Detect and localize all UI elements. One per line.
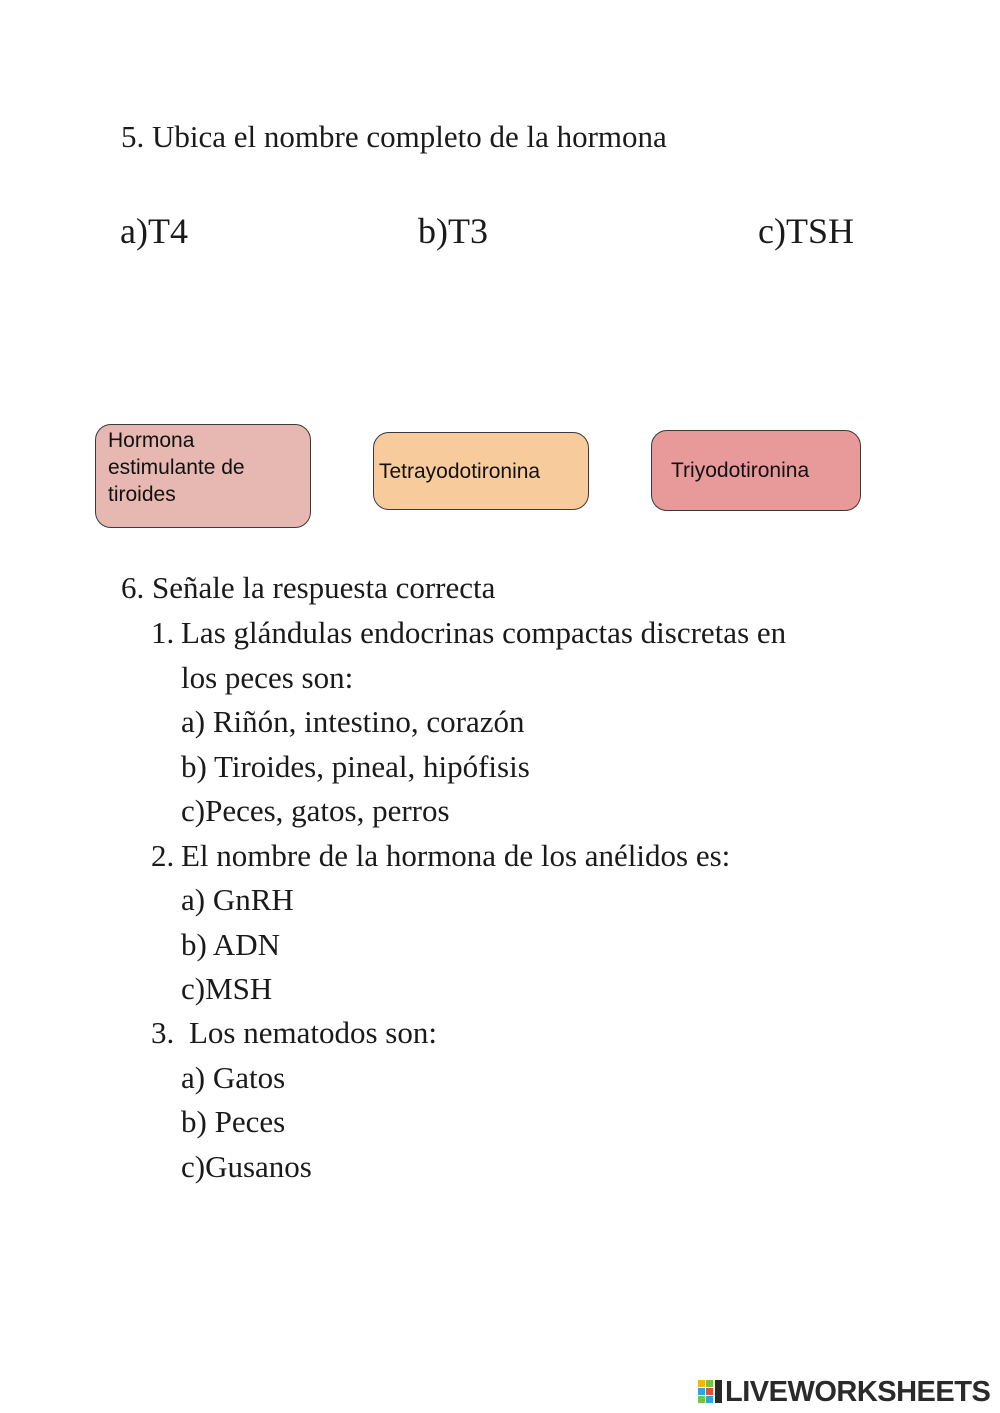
item-1-answer-a[interactable]: a) Riñón, intestino, corazón bbox=[181, 704, 525, 739]
brand-name: LIVEWORKSHEETS bbox=[725, 1375, 991, 1408]
item-2-answer-b[interactable]: b) ADN bbox=[181, 927, 281, 962]
liveworksheets-logo-icon bbox=[697, 1379, 723, 1405]
hormone-card-t4-name[interactable] bbox=[373, 432, 589, 510]
hormone-card-label: Hormona estimulante de tiroides bbox=[108, 429, 245, 506]
hormone-card-tsh-name[interactable] bbox=[95, 424, 311, 528]
item-3-number: 3. bbox=[151, 1015, 175, 1050]
item-1-answer-b[interactable]: b) Tiroides, pineal, hipófisis bbox=[181, 749, 530, 784]
item-1-question-cont: los peces son: bbox=[181, 660, 354, 695]
item-2-number: 2. bbox=[151, 838, 175, 873]
item-3-question: Los nematodos son: bbox=[189, 1015, 437, 1050]
item-1-question: Las glándulas endocrinas compactas discretas en bbox=[181, 615, 787, 650]
option-b-t3: b)T3 bbox=[418, 211, 488, 251]
item-3-answer-b[interactable]: b) Peces bbox=[181, 1104, 286, 1139]
item-1-number: 1. bbox=[151, 615, 175, 650]
hormone-card-label: Triyodotironina bbox=[671, 459, 810, 482]
item-3-answer-c[interactable]: c)Gusanos bbox=[181, 1149, 312, 1184]
liveworksheets-logo bbox=[697, 1377, 990, 1407]
option-c-tsh: c)TSH bbox=[758, 211, 854, 251]
item-2-answer-a[interactable]: a) GnRH bbox=[181, 882, 294, 917]
item-2-question: El nombre de la hormona de los anélidos es: bbox=[181, 838, 731, 873]
item-1-answer-c[interactable]: c)Peces, gatos, perros bbox=[181, 793, 450, 828]
option-a-t4: a)T4 bbox=[120, 211, 188, 251]
question-6-title: 6. Señale la respuesta correcta bbox=[121, 570, 496, 605]
hormone-card-label: Tetrayodotironina bbox=[379, 459, 541, 483]
item-3-answer-a[interactable]: a) Gatos bbox=[181, 1060, 286, 1095]
item-2-answer-c[interactable]: c)MSH bbox=[181, 971, 273, 1006]
question-5-title: 5. Ubica el nombre completo de la hormona bbox=[121, 119, 667, 154]
hormone-card-t3-name[interactable] bbox=[651, 430, 861, 511]
